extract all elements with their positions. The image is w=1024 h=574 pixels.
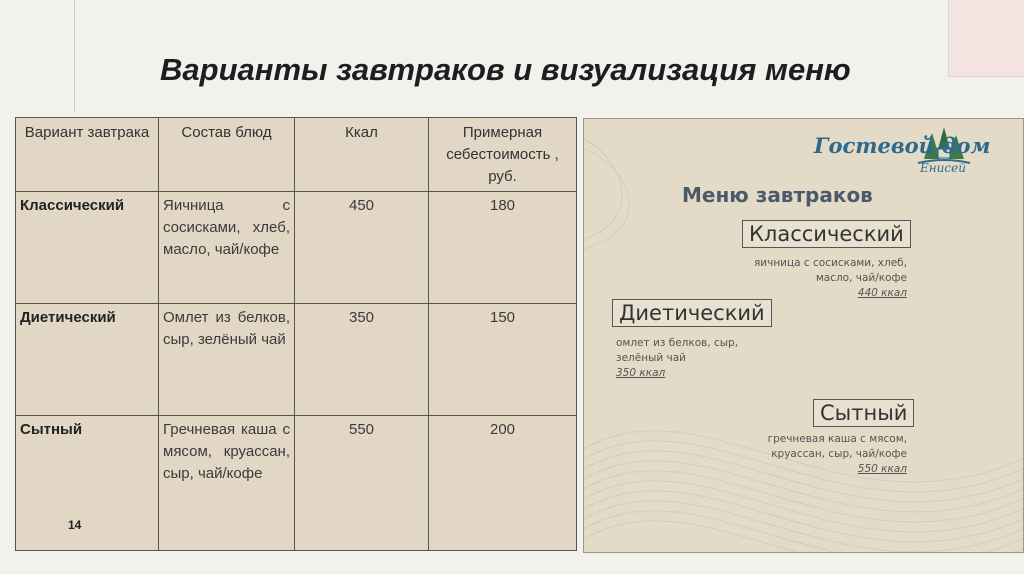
row-kcal: 450 [295, 192, 429, 304]
logo [814, 133, 991, 158]
row-cost: 200 [429, 416, 577, 551]
table-row [16, 416, 577, 551]
row-name: Диетический [16, 304, 159, 416]
menu-item-kcal: 350 ккал [616, 367, 666, 379]
menu-item-diet-desc [616, 336, 816, 381]
logo-word2: дом [941, 133, 991, 158]
menu-item-line: омлет из белков, сыр, [616, 337, 739, 349]
row-name-cell [16, 416, 159, 551]
menu-item-line: зелёный чай [616, 352, 686, 364]
menu-item-classic-desc [704, 256, 907, 301]
menu-item-classic: Классический [742, 220, 911, 248]
menu-card [583, 118, 1024, 553]
row-kcal: 350 [295, 304, 429, 416]
row-composition: Яичница с сосисками, хлеб, масло, чай/кофе [159, 192, 295, 304]
header-variant: Вариант завтрака [16, 118, 159, 192]
row-composition: Омлет из белков, сыр, зелёный чай [159, 304, 295, 416]
logo-word1: Гостевой [814, 133, 934, 158]
menu-item-kcal: 550 ккал [857, 463, 907, 475]
header-cost: Примерная себестоимость , руб. [429, 118, 577, 192]
table-row [16, 304, 577, 416]
row-kcal: 550 [295, 416, 429, 551]
row-cost: 150 [429, 304, 577, 416]
logo-subtitle: Енисей [920, 161, 966, 175]
slide-title: Варианты завтраков и визуализация меню [160, 52, 851, 87]
row-name: Классический [16, 192, 159, 304]
row-composition: Гречневая каша с мясом, круассан, сыр, чай/кофе [159, 416, 295, 551]
menu-item-line: яичница с сосисками, хлеб, [753, 257, 907, 269]
menu-item-hearty: Сытный [813, 399, 914, 427]
table-row [16, 192, 577, 304]
menu-item-line: гречневая каша с мясом, [767, 433, 907, 445]
page-number: 14 [68, 518, 82, 532]
table-header-row [16, 118, 577, 192]
divider-line [74, 0, 75, 112]
row-cost: 180 [429, 192, 577, 304]
menu-item-line: масло, чай/кофе [815, 272, 907, 284]
menu-item-kcal: 440 ккал [857, 287, 907, 299]
menu-title: Меню завтраков [682, 183, 873, 207]
row-name: Сытный [20, 421, 83, 438]
header-kcal: Ккал [295, 118, 429, 192]
breakfast-table [15, 117, 577, 551]
corner-decoration [948, 0, 1024, 77]
menu-item-diet: Диетический [612, 299, 772, 327]
header-composition: Состав блюд [159, 118, 295, 192]
menu-item-hearty-desc [704, 432, 907, 477]
menu-item-line: круассан, сыр, чай/кофе [771, 448, 907, 460]
